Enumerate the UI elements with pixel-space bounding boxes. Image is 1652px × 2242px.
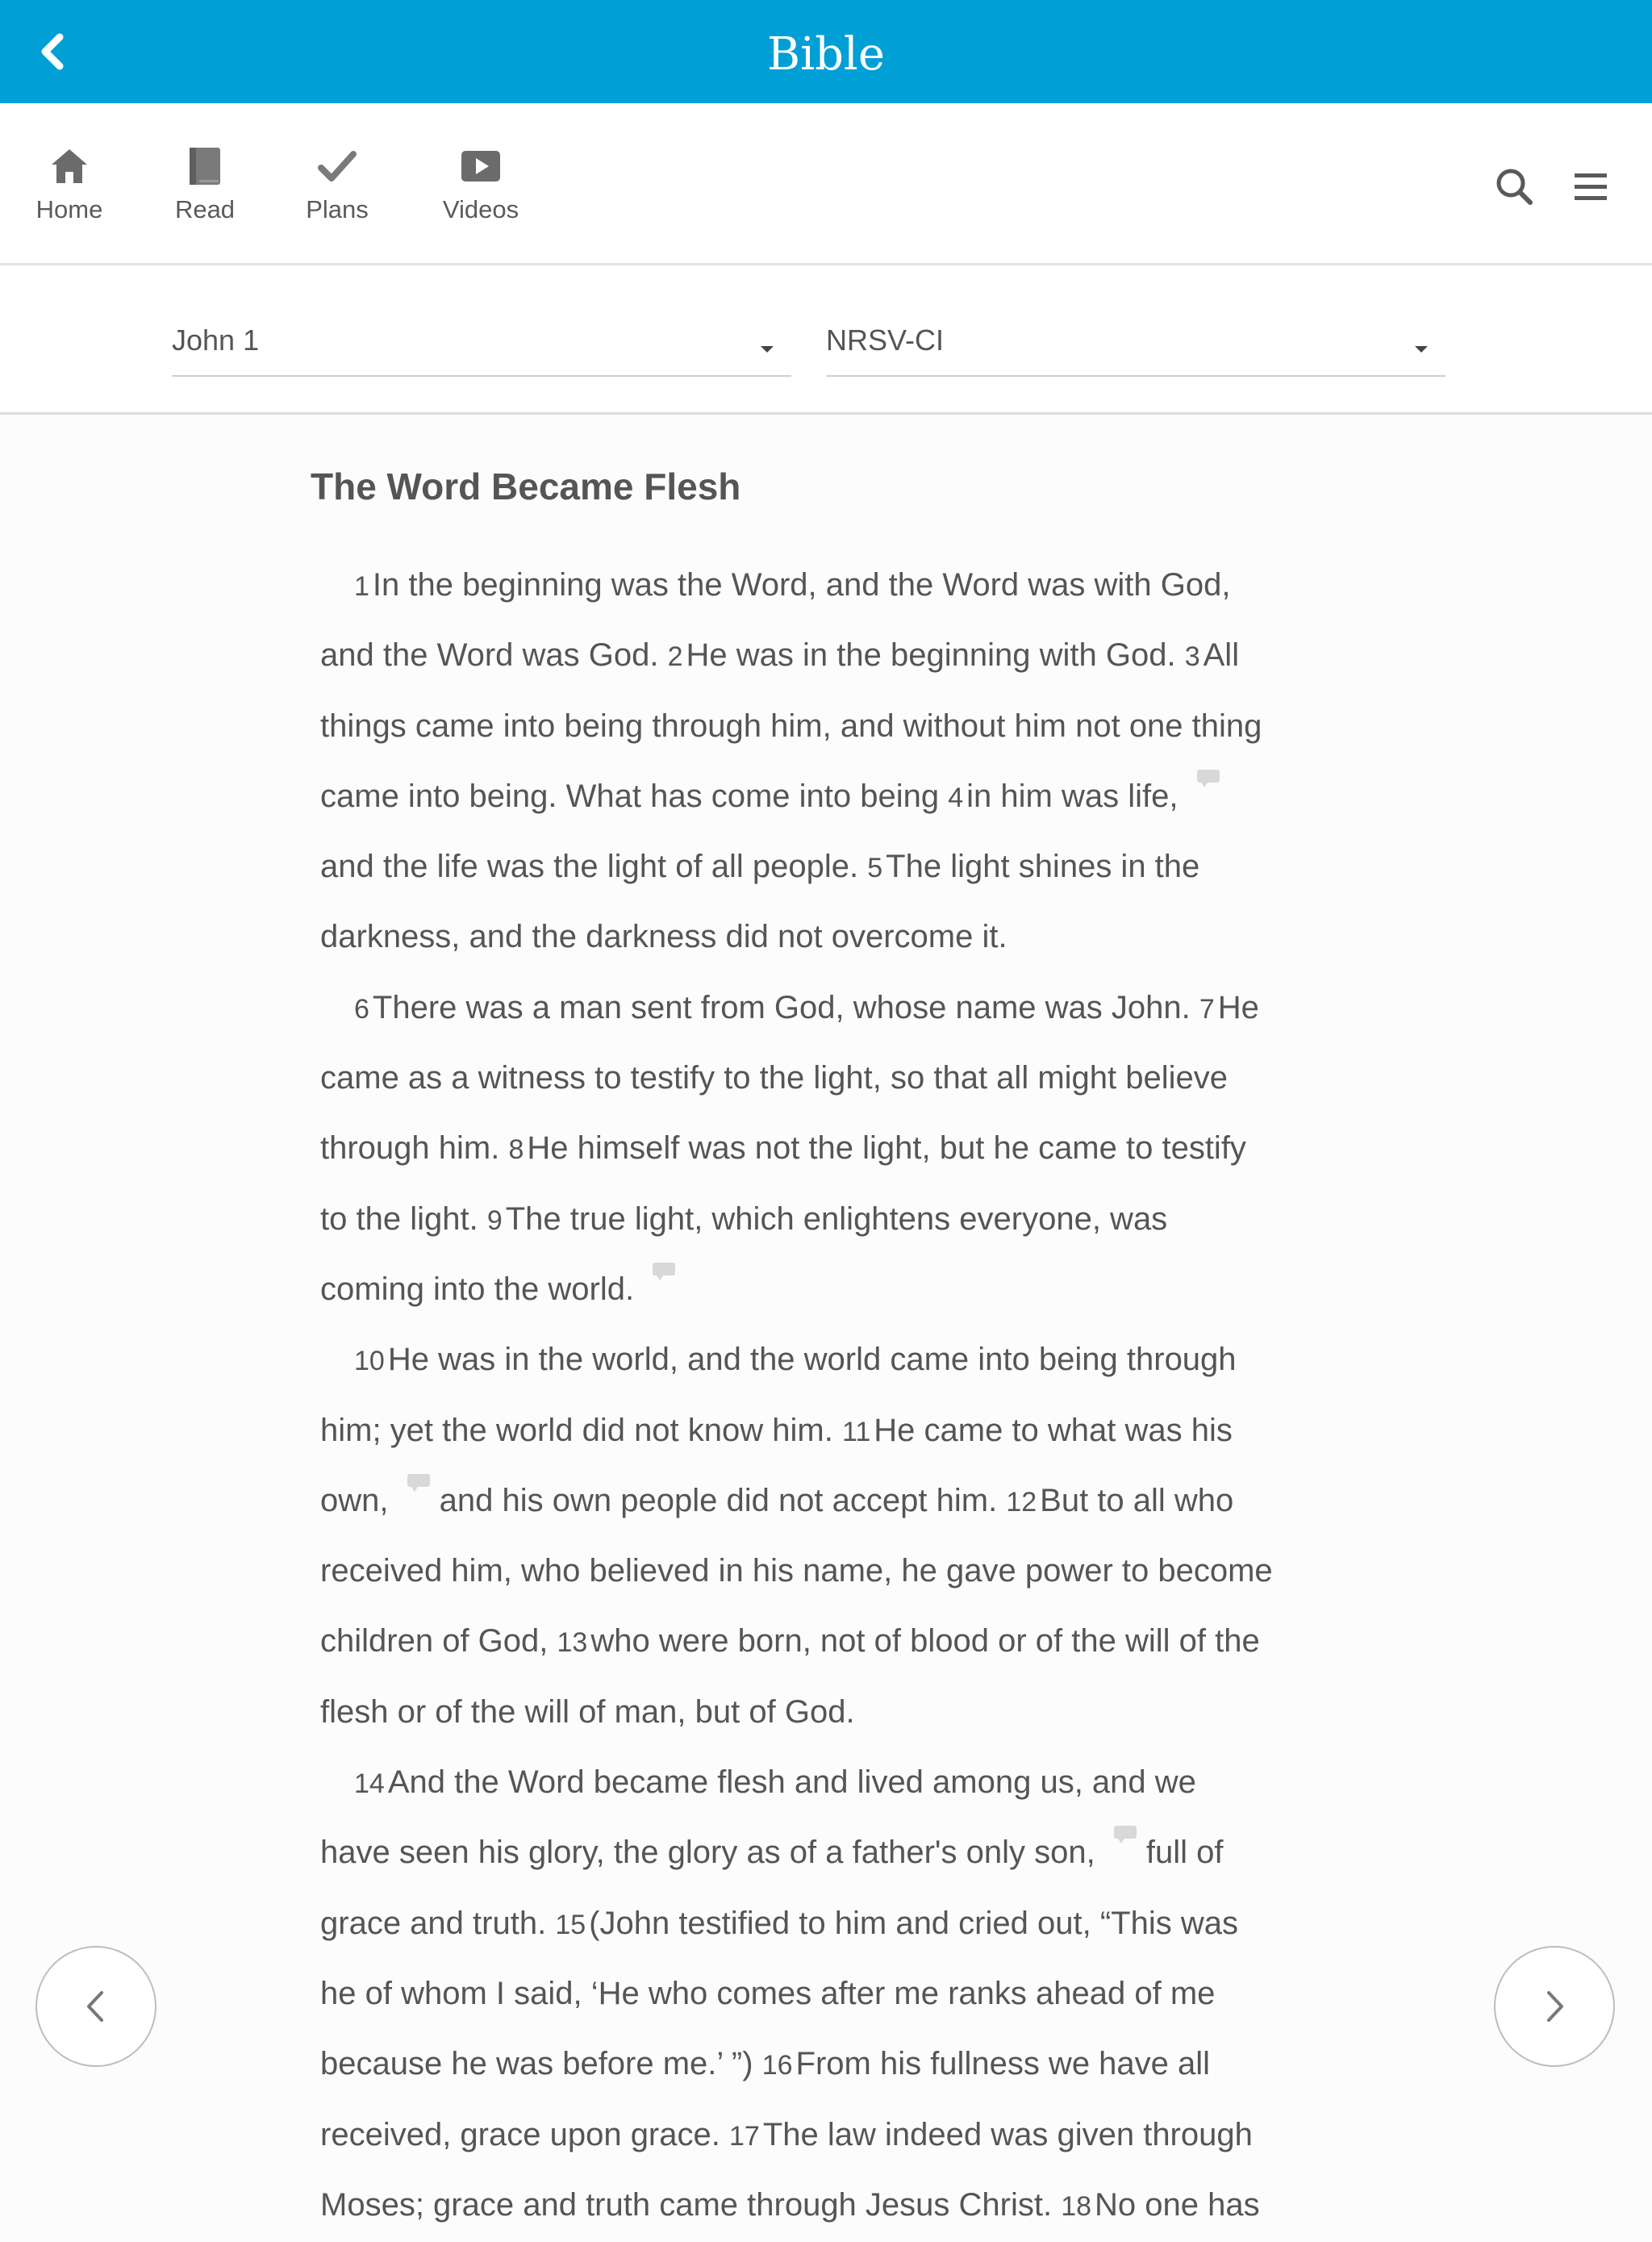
verse-number: 2 [667,641,683,673]
verse-text: who were born, not of blood or of the will of the [590,1623,1260,1660]
verse-text: darkness, and the darkness did not overcome it. [320,919,1007,955]
verse-text: and the Word was God. [320,637,659,674]
caret-down-icon [761,346,774,353]
scripture-line [320,762,1345,832]
verse-text: through him. [320,1130,500,1167]
scripture-line [320,1818,1345,1888]
nav-item-home[interactable] [29,144,110,224]
verse-text: The light shines in the [886,849,1200,885]
verse-number: 14 [354,1768,385,1800]
version-select[interactable] [826,319,1446,377]
nav-label-plans: Plans [306,195,369,223]
verse-text: full of [1145,1835,1224,1871]
verse-text: All [1203,637,1240,674]
verse-text: came into being. What has come into being [320,778,940,814]
scripture-line [320,1677,1345,1747]
app-title: Bible [767,28,885,81]
verse-text: Moses; grace and truth came through Jesus Christ. [320,2186,1053,2223]
scripture-line [320,1889,1345,1959]
verse-number: 16 [761,2050,793,2081]
verse-number: 9 [486,1205,503,1236]
verse-text: (John testified to him and cried out, “This was [589,1905,1238,1941]
scripture-line [320,1184,1345,1255]
scripture-line [320,691,1345,762]
chapter-select[interactable] [172,319,791,377]
chevron-right-icon [1542,1986,1566,2027]
verse-text: There was a man sent from God, whose name was John. [372,989,1191,1025]
chapter-select-value: John 1 [172,324,260,357]
verse-number: 15 [555,1909,586,1940]
verse-number: 6 [354,993,369,1025]
verse-number: 4 [948,782,964,813]
verse-number: 11 [841,1416,871,1447]
nav-label-videos: Videos [442,195,519,223]
footnote-icon[interactable] [1114,1826,1137,1839]
version-select-value: NRSV-CI [826,324,945,357]
search-icon [1494,166,1534,207]
previous-chapter-button[interactable] [35,1946,156,2067]
scripture-line [320,2029,1345,2099]
verse-text: coming into the world. [320,1271,635,1307]
scripture-line [320,1536,1345,1606]
nav-item-plans[interactable] [297,144,378,224]
home-icon [49,147,90,186]
scripture-line [320,1396,1345,1466]
verse-text: and the life was the light of all people. [320,849,859,885]
scripture-line [320,1606,1345,1676]
scripture-line [320,1466,1345,1536]
scripture-line [320,2170,1345,2240]
scripture-line [320,1113,1345,1184]
footnote-icon[interactable] [407,1474,430,1487]
verse-text: and his own people did not accept him. [439,1482,998,1518]
verse-number: 10 [354,1346,385,1377]
nav-item-videos[interactable] [432,144,529,224]
caret-down-icon [1415,346,1428,353]
verse-number: 17 [728,2120,760,2152]
scripture-line [320,1255,1345,1325]
verse-text: have seen his glory, the glory as of a father's only son, [320,1835,1095,1871]
verse-text: to the light. [320,1200,478,1237]
verse-text: him; yet the world did not know him. [320,1412,833,1448]
verse-text: And the Word became flesh and lived among us, and we [387,1764,1196,1801]
play-icon [461,149,501,183]
scripture-line [320,902,1345,972]
verse-text: He was in the beginning with God. [686,637,1176,674]
hamburger-menu-icon [1573,169,1608,204]
scripture-line [320,2100,1345,2170]
nav-label-read: Read [174,195,236,223]
verse-text: He was in the world, and the world came into being through [387,1342,1237,1378]
verse-number: 12 [1006,1486,1037,1518]
verse-number: 7 [1199,993,1215,1025]
next-chapter-button[interactable] [1494,1946,1615,2067]
nav-item-read[interactable] [165,144,245,224]
scripture-line [320,1959,1345,2029]
verse-number: 18 [1061,2190,1092,2222]
verse-text: children of God, [320,1623,549,1660]
scripture-line [320,620,1345,691]
verse-text: From his fullness we have all [795,2046,1211,2082]
verse-text: received, grace upon grace. [320,2116,720,2152]
scripture-line [320,973,1345,1043]
passage-selector-bar [0,265,1652,415]
search-button[interactable] [1489,161,1539,211]
verse-text: The true light, which enlightens everyone, was [505,1200,1168,1237]
book-icon [186,146,223,186]
verse-text: He himself was not the light, but he came to testify [527,1130,1246,1167]
scripture-line [320,1043,1345,1113]
verse-text: grace and truth. [320,1905,547,1941]
verse-text: He came to what was his [874,1412,1233,1448]
scripture-text [320,550,1345,2240]
scripture-line [320,832,1345,902]
verse-text: But to all who [1040,1482,1234,1518]
verse-text: in him was life, [966,778,1179,814]
footnote-icon[interactable] [1197,770,1220,783]
verse-text: own, [320,1482,389,1518]
verse-text: he of whom I said, ‘He who comes after me ranks ahead of me [320,1975,1216,2011]
verse-number: 3 [1184,641,1200,673]
verse-number: 8 [508,1134,524,1166]
footnote-icon[interactable] [653,1263,675,1275]
verse-text: No one has [1095,2186,1260,2223]
scripture-line [320,1325,1345,1395]
verse-text: things came into being through him, and without him not one thing [320,708,1262,744]
verse-text: The law indeed was given through [762,2116,1253,2152]
section-heading: The Word Became Flesh [311,466,741,507]
title-bar [0,0,1652,103]
verse-text: In the beginning was the Word, and the Word was with God, [372,567,1231,603]
verse-number: 5 [867,853,883,884]
scripture-line [320,550,1345,620]
chevron-left-icon [84,1986,108,2027]
verse-number: 13 [557,1627,588,1659]
nav-label-home: Home [35,195,103,223]
menu-button[interactable] [1566,163,1615,210]
verse-text: because he was before me.’ ”) [320,2046,753,2082]
verse-text: received him, who believed in his name, he gave power to become [320,1553,1273,1589]
checkmark-icon [317,148,357,184]
top-navigation [0,103,1652,265]
scripture-line [320,1747,1345,1818]
verse-number: 1 [354,571,369,602]
verse-text: came as a witness to testify to the light, so that all might believe [320,1060,1228,1096]
verse-text: flesh or of the will of man, but of God. [320,1693,855,1730]
verse-text: He [1217,989,1259,1025]
